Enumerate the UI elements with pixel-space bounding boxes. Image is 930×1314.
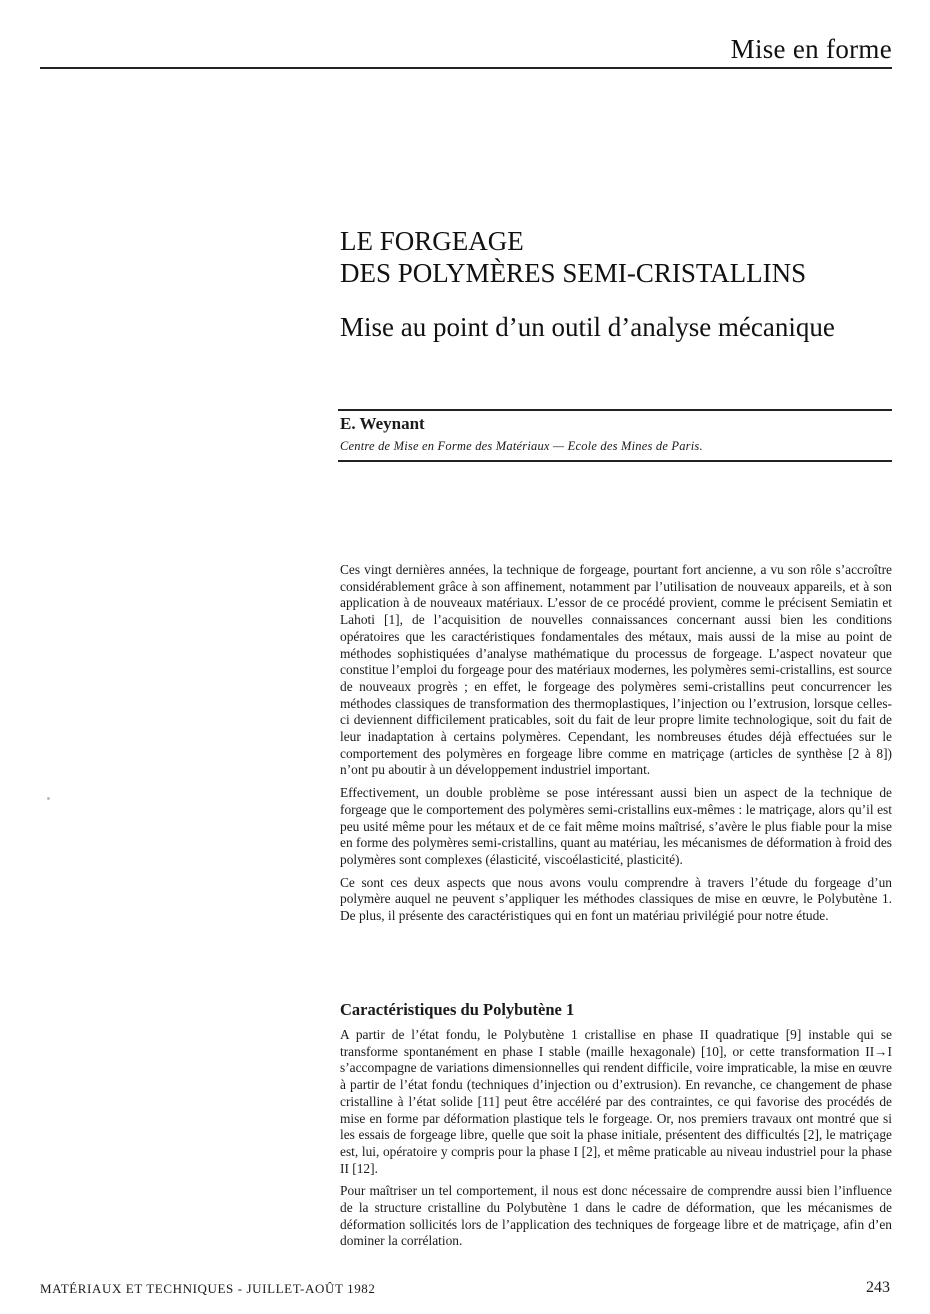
journal-footer: MATÉRIAUX ET TECHNIQUES - JUILLET-AOÛT 1982 bbox=[40, 1281, 376, 1296]
article-subtitle: Mise au point d’un outil d’analyse mécanique bbox=[340, 312, 835, 342]
section-polybutene bbox=[340, 1000, 892, 1256]
header-rule bbox=[40, 67, 892, 69]
section-paragraph-2: Pour maîtriser un tel comportement, il nous est donc nécessaire de comprendre aussi bien l’influence de la structure cristalline du Polybutène 1 dans le cadre de déformation, que les mécanismes de déformation sollicités lors de l’application des techniques de forgeage libre et de matriçage, afin d’en dominer la corrélation. bbox=[340, 1183, 892, 1249]
author-name: E. Weynant bbox=[340, 414, 425, 433]
scan-speck bbox=[47, 797, 50, 800]
intro-paragraph-2: Effectivement, un double problème se pose intéressant aussi bien un aspect de la technique de forgeage que le comportement des polymères semi-cristallins eux-mêmes : le matriçage, alors qu’il est peu usité même pour les métaux et de ce fait même moins maîtrisé, s’avère le plus fiable pour la mise en forme des polymères semi-cristallins, quant au matériau, les mécanismes de déformation à froid des polymères sont complexes (élasticité, viscoélasticité, plasticité). bbox=[340, 785, 892, 867]
author-affiliation: Centre de Mise en Forme des Matériaux — Ecole des Mines de Paris. bbox=[340, 439, 703, 453]
author-top-rule bbox=[338, 409, 892, 411]
intro-paragraph-1: Ces vingt dernières années, la technique de forgeage, pourtant fort ancienne, a vu son rôle s’accroître considérablement grâce à son affinement, notamment par l’utilisation de nouveaux appareils, et à son application à de nouveaux matériaux. L’essor de ce procédé provient, comme le précisent Semiatin et Lahoti [1], de l’acquisition de nouvelles connaissances concernant aussi bien les conditions opératoires que les caractéristiques fondamentales des métaux, mais aussi de la mise au point de méthodes sophistiquées d’analyse mathématique du processus de forgeage. L’aspect novateur que constitue l’emploi du forgeage pour des matériaux modernes, les polymères semi-cristallins, est source de nouveaux progrès ; en effet, le forgeage des polymères semi-cristallins peut concurrencer les méthodes classiques de transformation des thermoplastiques, l’injection ou l’extrusion, lorsque celles-ci deviennent difficilement praticables, soit du fait de leur propre limite technologique, soit du fait de leur inadaptation à certains polymères. Cependant, les nombreuses études déjà effectuées sur le comportement des polymères en forgeage libre comme en matriçage (articles de synthèse [2 à 8]) n’ont pu aboutir à un développement industriel important. bbox=[340, 562, 892, 778]
section-heading: Caractéristiques du Polybutène 1 bbox=[340, 1000, 575, 1019]
section-header: Mise en forme bbox=[730, 34, 892, 64]
title-block bbox=[340, 225, 900, 343]
article-title-line-1: LE FORGEAGE bbox=[340, 226, 524, 256]
page-number: 243 bbox=[866, 1279, 890, 1296]
article-title-line-2: DES POLYMÈRES SEMI-CRISTALLINS bbox=[340, 258, 807, 288]
author-bottom-rule bbox=[338, 460, 892, 462]
intro-section bbox=[340, 562, 892, 931]
section-paragraph-1: A partir de l’état fondu, le Polybutène 1 cristallise en phase II quadratique [9] instable qui se transforme spontanément en phase I stable (maille hexagonale) [10], or cette transformation II→I s’accompagne de variations dimensionnelles qui rendent difficile, voire impraticable, la mise en œuvre à partir de l’état fondu (techniques d’injection ou d’extrusion). En revanche, ce changement de phase cristalline à l’état solide [11] peut être accéléré par des contraintes, ce qui favorise des procédés de mise en forme par déformation plastique tels le forgeage. Or, nos premiers travaux ont montré que si les essais de forgeage libre, quelle que soit la phase initiale, présentent des difficultés [2], le matriçage est, lui, opératoire y compris pour la phase I [2], et même praticable au niveau industriel pour la phase II [12]. bbox=[340, 1027, 892, 1176]
intro-paragraph-3: Ce sont ces deux aspects que nous avons voulu comprendre à travers l’étude du forgeage d’un polymère auquel ne peuvent s’appliquer les méthodes classiques de mise en œuvre, le Polybutène 1. De plus, il présente des caractéristiques qui en font un matériau privilégié pour notre étude. bbox=[340, 874, 892, 924]
